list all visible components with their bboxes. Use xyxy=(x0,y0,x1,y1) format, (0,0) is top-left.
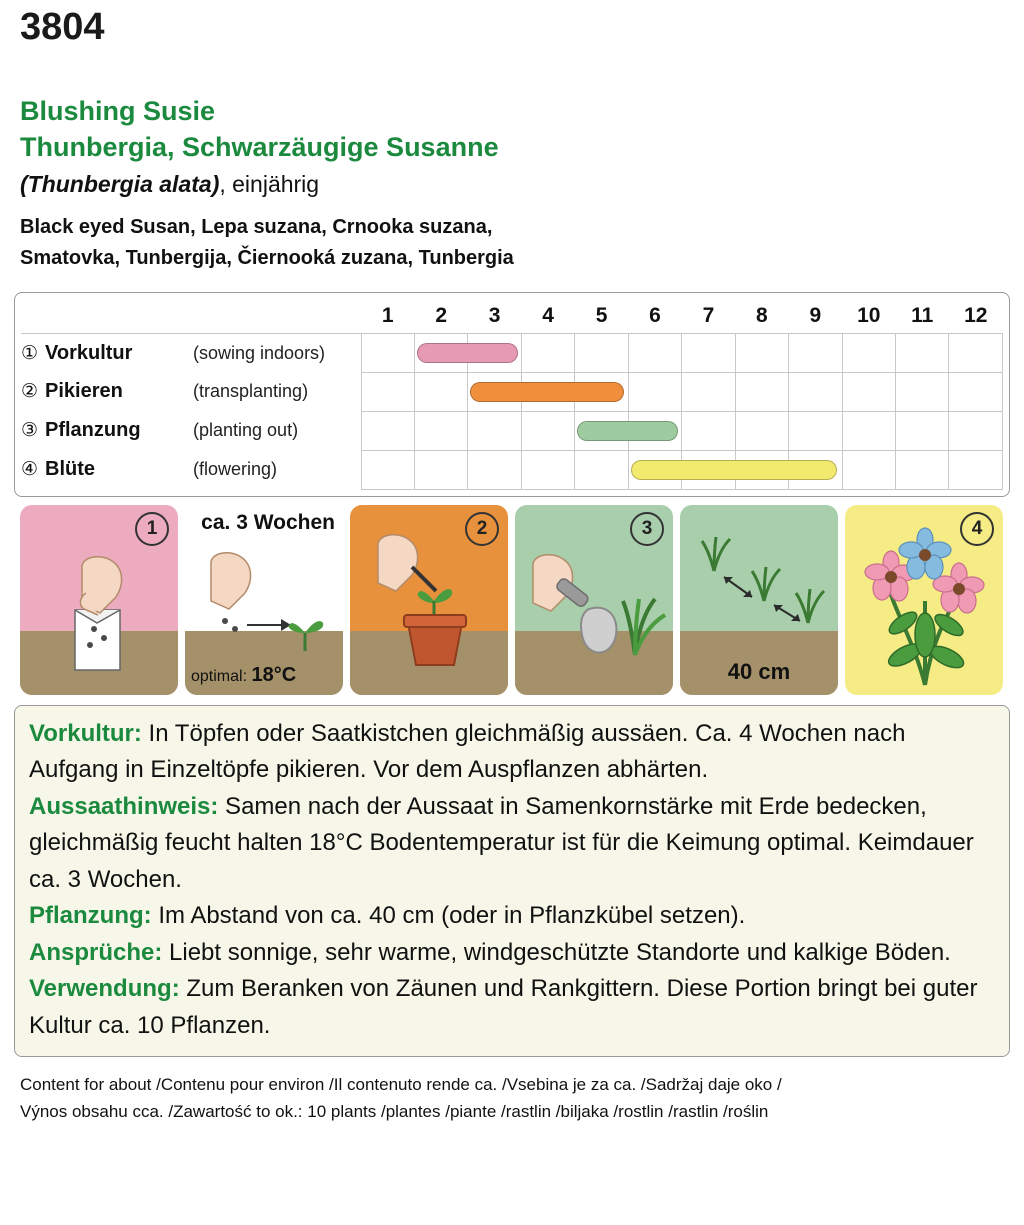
stage-name: Blüte xyxy=(45,458,95,481)
plant-name-primary: Blushing Susie xyxy=(20,96,216,126)
description-text: In Töpfen oder Saatkistchen gleichmäßig aussäen. Ca. 4 Wochen nach Aufgang in Einzeltöpfe pikieren. Vor dem Auspflanzen abhärten. xyxy=(29,719,906,784)
step-number: ② xyxy=(21,381,39,403)
step-number: ③ xyxy=(21,420,39,442)
month-header: 9 xyxy=(789,299,842,334)
panel-badge: 1 xyxy=(135,512,169,546)
calendar-cell xyxy=(896,411,949,450)
panel-planting-out xyxy=(515,505,673,695)
description-text: Im Abstand von ca. 40 cm (oder in Pflanzkübel setzen). xyxy=(151,902,746,930)
description-paragraph xyxy=(29,789,995,898)
footer-line-2: Výnos obsahu cca. /Zawartość to ok.: 10 plants /plantes /piante /rastlin /biljaka /rostlin /rastlin /roślin xyxy=(20,1102,769,1122)
calendar-cell xyxy=(896,372,949,411)
description-text: Samen nach der Aussaat in Samenkornstärke mit Erde bedecken, gleichmäßig feucht halten 18°C Bodentemperatur ist für die Keimung optimal. Keimdauer ca. 3 Wochen. xyxy=(29,792,974,893)
calendar-cell xyxy=(468,411,521,450)
calendar-cell xyxy=(361,333,414,372)
panel-badge: 4 xyxy=(960,512,994,546)
sowing-calendar xyxy=(14,292,1010,497)
calendar-cell xyxy=(521,333,574,372)
calendar-cell xyxy=(468,372,521,411)
title-block xyxy=(14,93,1010,274)
calendar-cell xyxy=(896,333,949,372)
calendar-row xyxy=(21,411,1003,450)
plant-name-common: Thunbergia, Schwarzäugige Susanne xyxy=(20,132,499,163)
month-header: 5 xyxy=(575,299,628,334)
month-header: 4 xyxy=(521,299,574,334)
calendar-table xyxy=(21,299,1003,490)
article-number: 3804 xyxy=(20,6,105,48)
stage-name: Vorkultur xyxy=(45,341,133,364)
footer-line-1: Content for about /Contenu pour environ /Il contenuto rende ca. /Vsebina je za ca. /Sadržaj daje oko / xyxy=(20,1075,782,1095)
latin-binomial: (Thunbergia alata) xyxy=(20,171,220,198)
calendar-cell xyxy=(468,450,521,489)
calendar-cell xyxy=(682,333,735,372)
calendar-cell xyxy=(949,411,1003,450)
calendar-row xyxy=(21,333,1003,372)
description-keyword: Vorkultur: xyxy=(29,719,142,747)
calendar-cell xyxy=(575,450,628,489)
footer-note xyxy=(14,1071,1010,1125)
calendar-cell xyxy=(842,450,895,489)
panel-badge: 3 xyxy=(630,512,664,546)
calendar-cell xyxy=(414,411,467,450)
panel-sowing xyxy=(20,505,178,695)
calendar-cell xyxy=(789,450,842,489)
description-keyword: Verwendung: xyxy=(29,975,180,1003)
stage-name-en: (flowering) xyxy=(193,459,278,480)
calendar-header-blank xyxy=(21,299,361,334)
calendar-cell xyxy=(521,450,574,489)
calendar-cell xyxy=(468,333,521,372)
calendar-cell xyxy=(842,333,895,372)
germination-weeks: ca. 3 Wochen xyxy=(201,510,335,534)
calendar-row xyxy=(21,450,1003,489)
calendar-row-label xyxy=(21,372,361,411)
calendar-cell xyxy=(789,333,842,372)
calendar-cell xyxy=(575,372,628,411)
stage-name: Pikieren xyxy=(45,380,123,403)
calendar-header-row xyxy=(21,299,1003,334)
description-paragraph xyxy=(29,898,995,934)
calendar-cell xyxy=(575,333,628,372)
plant-name-latin xyxy=(20,167,1010,202)
alt-names-line-2: Smatovka, Tunbergija, Čiernooká zuzana, Tunbergia xyxy=(20,246,514,269)
optimal-value: 18°C xyxy=(251,663,297,686)
calendar-row-label xyxy=(21,333,361,372)
calendar-cell xyxy=(949,372,1003,411)
calendar-cell xyxy=(414,450,467,489)
description-text: Liebt sonnige, sehr warme, windgeschützte Standorte und kalkige Böden. xyxy=(162,938,951,966)
calendar-cell xyxy=(414,333,467,372)
month-header: 10 xyxy=(842,299,895,334)
panel-germination xyxy=(185,505,343,695)
plant-spacing-label: 40 cm xyxy=(727,658,791,684)
calendar-cell xyxy=(521,372,574,411)
calendar-cell xyxy=(521,411,574,450)
calendar-cell xyxy=(842,411,895,450)
description-keyword: Pflanzung: xyxy=(29,902,152,930)
panel-flowering xyxy=(845,505,1003,695)
calendar-cell xyxy=(361,372,414,411)
panel-badge: 2 xyxy=(465,512,499,546)
calendar-cell xyxy=(361,450,414,489)
step-number: ① xyxy=(21,342,39,364)
month-header: 3 xyxy=(468,299,521,334)
calendar-cell xyxy=(735,450,788,489)
optimal-label: optimal: xyxy=(191,667,248,685)
calendar-row-label xyxy=(21,411,361,450)
description-box xyxy=(14,705,1010,1057)
calendar-row-label xyxy=(21,450,361,489)
month-header: 6 xyxy=(628,299,681,334)
month-header: 12 xyxy=(949,299,1003,334)
calendar-cell xyxy=(628,372,681,411)
month-header: 1 xyxy=(361,299,414,334)
calendar-cell xyxy=(682,411,735,450)
month-header: 11 xyxy=(896,299,949,334)
calendar-cell xyxy=(628,411,681,450)
calendar-cell xyxy=(361,411,414,450)
description-text: Zum Beranken von Zäunen und Rankgittern. Diese Portion bringt bei guter Kultur ca. 10 Pflanzen. xyxy=(29,975,978,1039)
plant-lifecycle: , einjährig xyxy=(219,171,320,198)
description-keyword: Ansprüche: xyxy=(29,938,163,966)
stage-name-en: (planting out) xyxy=(193,420,299,441)
step-number: ④ xyxy=(21,459,39,481)
calendar-cell xyxy=(842,372,895,411)
stage-name-en: (transplanting) xyxy=(193,381,309,402)
calendar-cell xyxy=(789,411,842,450)
calendar-cell xyxy=(789,372,842,411)
calendar-row xyxy=(21,372,1003,411)
calendar-cell xyxy=(949,333,1003,372)
stage-name-en: (sowing indoors) xyxy=(193,342,326,363)
calendar-cell xyxy=(414,372,467,411)
stage-name: Pflanzung xyxy=(45,419,141,442)
calendar-cell xyxy=(628,450,681,489)
calendar-cell xyxy=(575,411,628,450)
description-paragraph xyxy=(29,935,995,1044)
calendar-cell xyxy=(682,450,735,489)
calendar-cell xyxy=(628,333,681,372)
calendar-cell xyxy=(735,333,788,372)
illustration-strip xyxy=(14,505,1010,695)
optimal-temperature xyxy=(191,664,296,687)
panel-spacing xyxy=(680,505,838,695)
month-header: 8 xyxy=(735,299,788,334)
description-keyword: Aussaathinweis: xyxy=(29,792,219,820)
calendar-cell xyxy=(949,450,1003,489)
panel-transplanting xyxy=(350,505,508,695)
calendar-cell xyxy=(896,450,949,489)
calendar-cell xyxy=(735,411,788,450)
calendar-cell xyxy=(735,372,788,411)
alt-names-line-1: Black eyed Susan, Lepa suzana, Crnooka suzana, xyxy=(20,215,493,238)
month-header: 7 xyxy=(682,299,735,334)
description-paragraph xyxy=(29,716,995,789)
month-header: 2 xyxy=(414,299,467,334)
calendar-cell xyxy=(682,372,735,411)
